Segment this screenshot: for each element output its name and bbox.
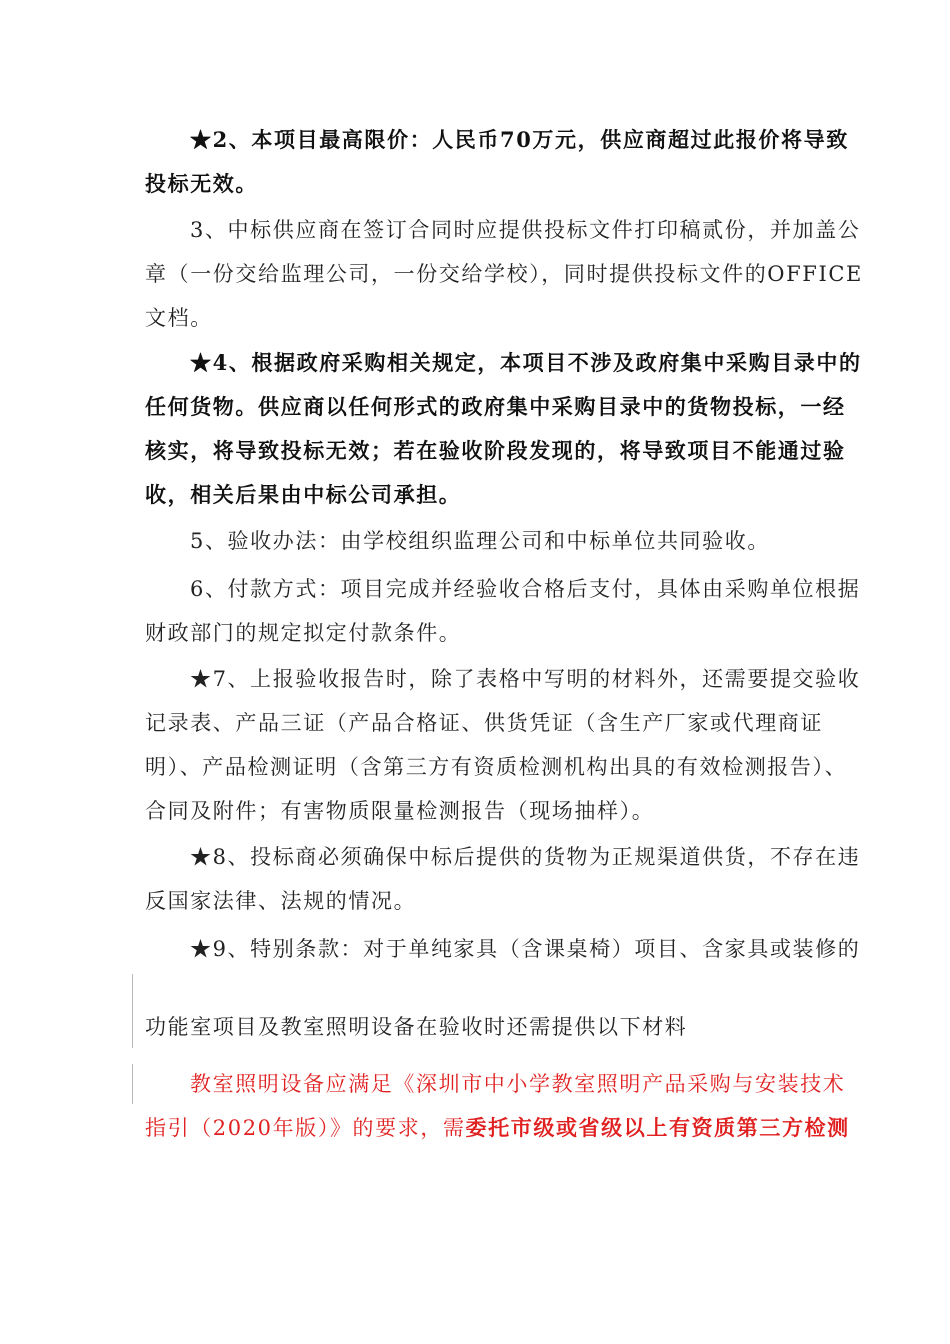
clause-7-line-4: 合同及附件；有害物质限量检测报告（现场抽样）。 <box>145 799 655 823</box>
clause-8-line-2: 反国家法律、法规的情况。 <box>145 889 417 913</box>
clause-4-line-1: ★4、根据政府采购相关规定，本项目不涉及政府集中采购目录中的 <box>190 350 862 375</box>
clause-9-line-1: ★9、特别条款：对于单纯家具（含课桌椅）项目、含家具或装修的 <box>190 937 861 961</box>
clause-3-line-2: 章（一份交给监理公司，一份交给学校），同时提供投标文件的OFFICE <box>145 262 863 286</box>
clause-3-line-3: 文档。 <box>145 306 213 330</box>
lighting-requirement-line-1: 教室照明设备应满足《深圳市中小学教室照明产品采购与安装技术 <box>190 1072 846 1096</box>
clause-7-line-1: ★7、上报验收报告时，除了表格中写明的材料外，还需要提交验收 <box>190 667 861 691</box>
clause-7-line-3: 明）、产品检测证明（含第三方有资质检测机构出具的有效检测报告）、 <box>145 755 848 779</box>
lighting-requirement-emphasis: 委托市级或省级以上有资质第三方检测 <box>465 1115 850 1140</box>
clause-4-line-3: 核实，将导致投标无效；若在验收阶段发现的，将导致项目不能通过验 <box>145 438 846 463</box>
clause-4-line-2: 任何货物。供应商以任何形式的政府集中采购目录中的货物投标，一经 <box>145 394 846 419</box>
clause-4-line-4: 收，相关后果由中标公司承担。 <box>145 482 462 507</box>
clause-7-line-2: 记录表、产品三证（产品合格证、供货凭证（含生产厂家或代理商证 <box>145 711 823 735</box>
clause-5-line-1: 5、验收办法：由学校组织监理公司和中标单位共同验收。 <box>190 529 770 553</box>
clause-3-line-1: 3、中标供应商在签订合同时应提供投标文件打印稿贰份，并加盖公 <box>190 218 861 242</box>
clause-2-line-2: 投标无效。 <box>145 171 258 196</box>
margin-marker-bar <box>132 1064 133 1104</box>
lighting-requirement-text: 指引（2020年版）》的要求，需 <box>145 1116 466 1140</box>
clause-6-line-2: 财政部门的规定拟定付款条件。 <box>145 621 462 645</box>
margin-marker-bar <box>132 974 133 1048</box>
clause-6-line-1: 6、付款方式：项目完成并经验收合格后支付，具体由采购单位根据 <box>190 577 861 601</box>
clause-2-line-1: ★2、本项目最高限价：人民币70万元，供应商超过此报价将导致 <box>190 127 849 152</box>
clause-8-line-1: ★8、投标商必须确保中标后提供的货物为正规渠道供货，不存在违 <box>190 845 861 869</box>
lighting-requirement-line-2 <box>145 1114 865 1142</box>
clause-9-line-2: 功能室项目及教室照明设备在验收时还需提供以下材料 <box>145 1015 688 1039</box>
